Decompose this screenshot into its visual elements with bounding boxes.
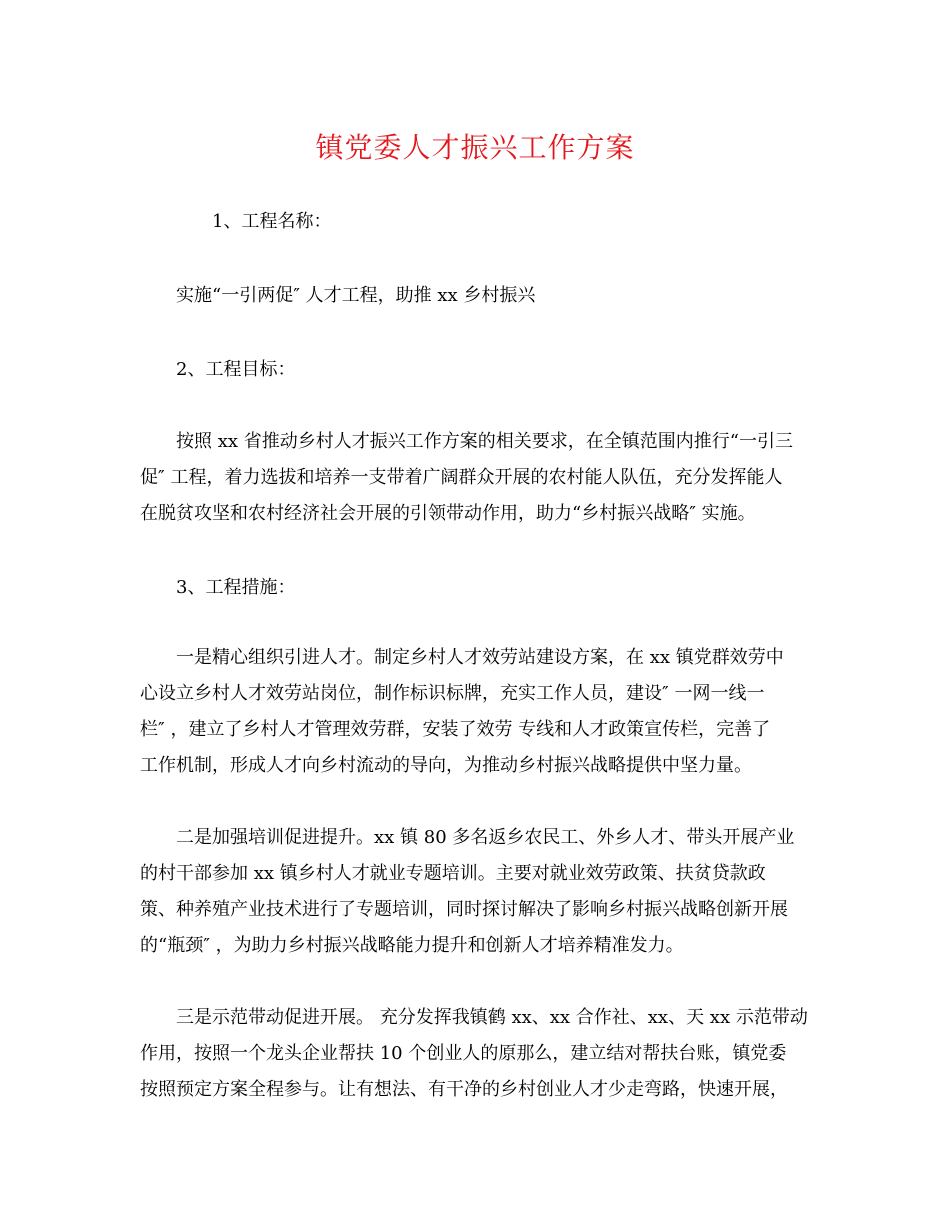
text-line: 一是精心组织引进人才。制定乡村人才效劳站建设方案，在 xx 镇党群效劳中: [176, 647, 784, 668]
text-line: 实施“一引两促″ 人才工程，助推 xx 乡村振兴: [176, 285, 536, 306]
section-heading-project-goal: [140, 352, 812, 388]
text-line: 1、工程名称：: [212, 211, 332, 232]
text-line: 策、种养殖产业技术进行了专题培训，同时探讨解决了影响乡村振兴战略创新开展: [140, 899, 788, 920]
paragraph-project-name-content: [140, 278, 812, 314]
document-title: 镇党委人才振兴工作方案: [315, 131, 635, 164]
text-line: 2、工程目标：: [176, 359, 296, 380]
paragraph-measure-one: [140, 640, 812, 784]
text-line: 工作机制，形成人才向乡村流动的导向，为推动乡村振兴战略提供中坚力量。: [140, 755, 752, 776]
text-line: 3、工程措施：: [176, 577, 296, 598]
text-line: 的“瓶颈″ ，为助力乡村振兴战略能力提升和创新人才培养精准发力。: [140, 935, 684, 956]
section-heading-project-measures: [140, 570, 812, 606]
text-line: 按照预定方案全程参与。让有想法、有干净的乡村创业人才少走弯路，快速开展，: [140, 1079, 788, 1100]
text-line: 心设立乡村人才效劳站岗位，制作标识标牌，充实工作人员，建设″ 一网一线一: [140, 683, 765, 704]
text-line: 作用，按照一个龙头企业帮扶 10 个创业人的原那么，建立结对帮扶台账，镇党委: [140, 1043, 787, 1064]
paragraph-project-goal: [140, 424, 812, 532]
paragraph-measure-three: [140, 1000, 812, 1108]
text-line: 在脱贫攻坚和农村经济社会开展的引领带动作用，助力“乡村振兴战略″ 实施。: [140, 503, 756, 524]
paragraph-measure-two: [140, 820, 812, 964]
text-line: 的村干部参加 xx 镇乡村人才就业专题培训。主要对就业效劳政策、扶贫贷款政: [140, 863, 766, 884]
text-line: 栏″ ，建立了乡村人才管理效劳群，安装了效劳 专线和人才政策宣传栏，完善了: [140, 719, 771, 740]
text-line: 促″ 工程，着力选拔和培养一支带着广阔群众开展的农村能人队伍，充分发挥能人: [140, 467, 783, 488]
section-heading-project-name: [140, 204, 812, 240]
text-line: 三是示范带动促进开展。 充分发挥我镇鹤 xx、xx 合作社、xx、天 xx 示范带动: [176, 1007, 808, 1028]
text-line: 二是加强培训促进提升。xx 镇 80 多名返乡农民工、外乡人才、带头开展产业: [176, 827, 795, 848]
text-line: 按照 xx 省推动乡村人才振兴工作方案的相关要求，在全镇范围内推行“一引三: [176, 431, 793, 452]
